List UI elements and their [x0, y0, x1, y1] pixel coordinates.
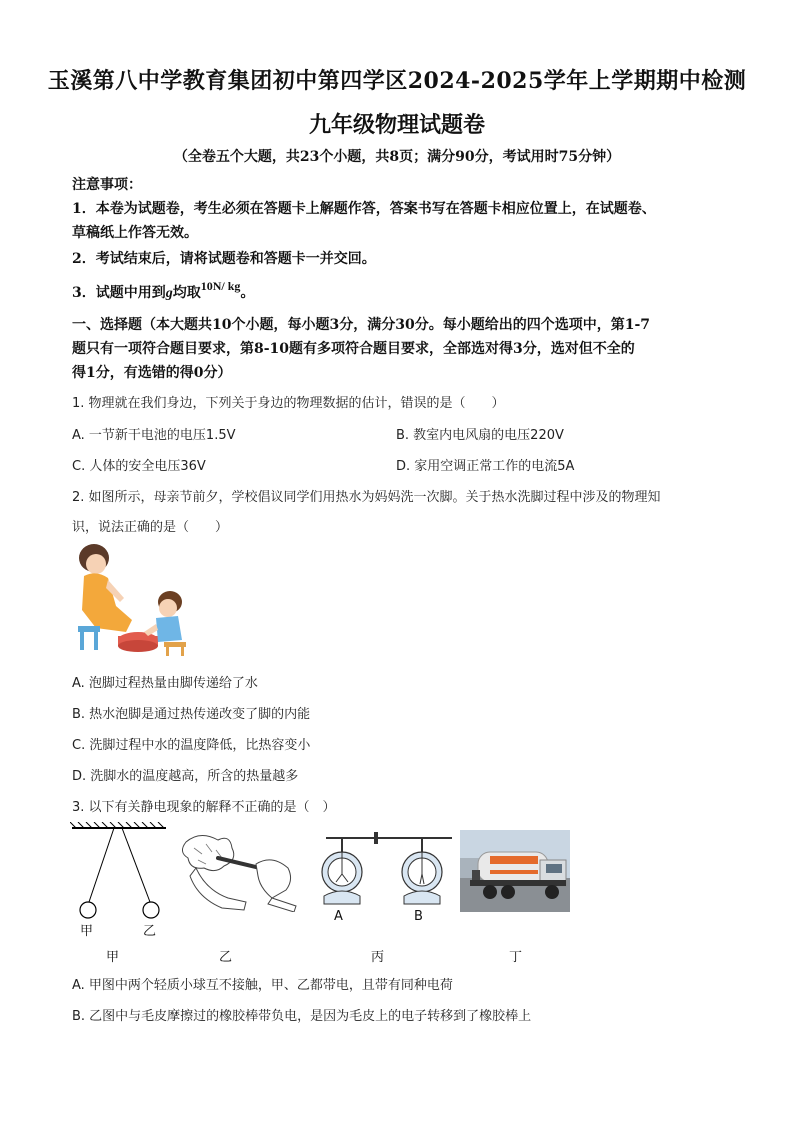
q3-option-b: B. 乙图中与毛皮摩擦过的橡胶棒带负电，是因为毛皮上的电子转移到了橡胶棒上: [72, 1009, 532, 1024]
oil-tanker-truck-photo: [460, 830, 570, 912]
q2-stem-line1: 2. 如图所示，母亲节前夕，学校倡议同学们用热水为妈妈洗一次脚。关于热水洗脚过程中涉及的物理知: [72, 490, 661, 505]
exam-info: （全卷五个大题，共23个小题，共8页；满分90分，考试用时75分钟）: [173, 149, 621, 165]
q1-option-d: D. 家用空调正常工作的电流5A: [396, 459, 575, 474]
q3-option-a: A. 甲图中两个轻质小球互不接触，甲、乙都带电，且带有同种电荷: [72, 978, 453, 993]
q1-stem: 1. 物理就在我们身边，下列关于身边的物理数据的估计，错误的是（ ）: [72, 396, 505, 411]
exam-subject-title: 九年级物理试题卷: [308, 112, 485, 138]
section1-line2: 题只有一项符合题目要求，第8-10题有多项符合题目要求，全部选对得3分，选对但不全的: [72, 341, 635, 357]
figure-caption-bing: 丙: [371, 950, 385, 965]
ball-label-yi: 乙: [143, 924, 157, 939]
electroscope-label-a: A: [334, 909, 343, 924]
ball-label-jia: 甲: [80, 924, 94, 939]
q1-option-a: A. 一节新干电池的电压1.5V: [72, 428, 236, 443]
section1-line1: 一、选择题（本大题共10个小题，每小题3分，满分30分。每小题给出的四个选项中，第1-7: [72, 317, 650, 333]
q2-option-a: A. 泡脚过程热量由脚传递给了水: [72, 676, 258, 691]
q1-option-b: B. 教室内电风扇的电压220V: [396, 428, 564, 443]
fur-rubbing-rod-figure: [176, 828, 300, 912]
q2-stem-line2: 识，说法正确的是（ ）: [72, 520, 229, 535]
q3-stem: 3. 以下有关静电现象的解释不正确的是（ ）: [72, 800, 336, 815]
note-1-line1: 1．本卷为试题卷，考生必须在答题卡上解题作答，答案书写在答题卡相应位置上，在试题卷、: [72, 201, 656, 217]
figure-caption-yi: 乙: [219, 950, 233, 965]
figure-caption-jia: 甲: [106, 950, 120, 965]
g-value-unit: 10N/ kg: [200, 279, 241, 293]
g-variable: g: [165, 286, 173, 301]
electroscopes-figure: [314, 830, 464, 912]
figure-caption-ding: 丁: [509, 950, 523, 965]
q2-option-b: B. 热水泡脚是通过热传递改变了脚的内能: [72, 707, 311, 722]
q1-option-c: C. 人体的安全电压36V: [72, 459, 206, 474]
q2-option-d: D. 洗脚水的温度越高，所含的热量越多: [72, 769, 299, 784]
electroscope-label-b: B: [414, 909, 423, 924]
mother-foot-wash-illustration: [72, 540, 192, 658]
note-3: 3．试题中用到g均取10N/ kg。: [72, 279, 255, 301]
notes-heading: 注意事项：: [72, 177, 142, 193]
note-2: 2．考试结束后，请将试题卷和答题卡一并交回。: [72, 251, 376, 267]
exam-title: 玉溪第八中学教育集团初中第四学区2024-2025学年上学期期中检测: [47, 68, 747, 94]
section1-line3: 得1分，有选错的得0分）: [72, 365, 232, 381]
q2-option-c: C. 洗脚过程中水的温度降低，比热容变小: [72, 738, 311, 753]
note-1-line2: 草稿纸上作答无效。: [72, 225, 198, 241]
